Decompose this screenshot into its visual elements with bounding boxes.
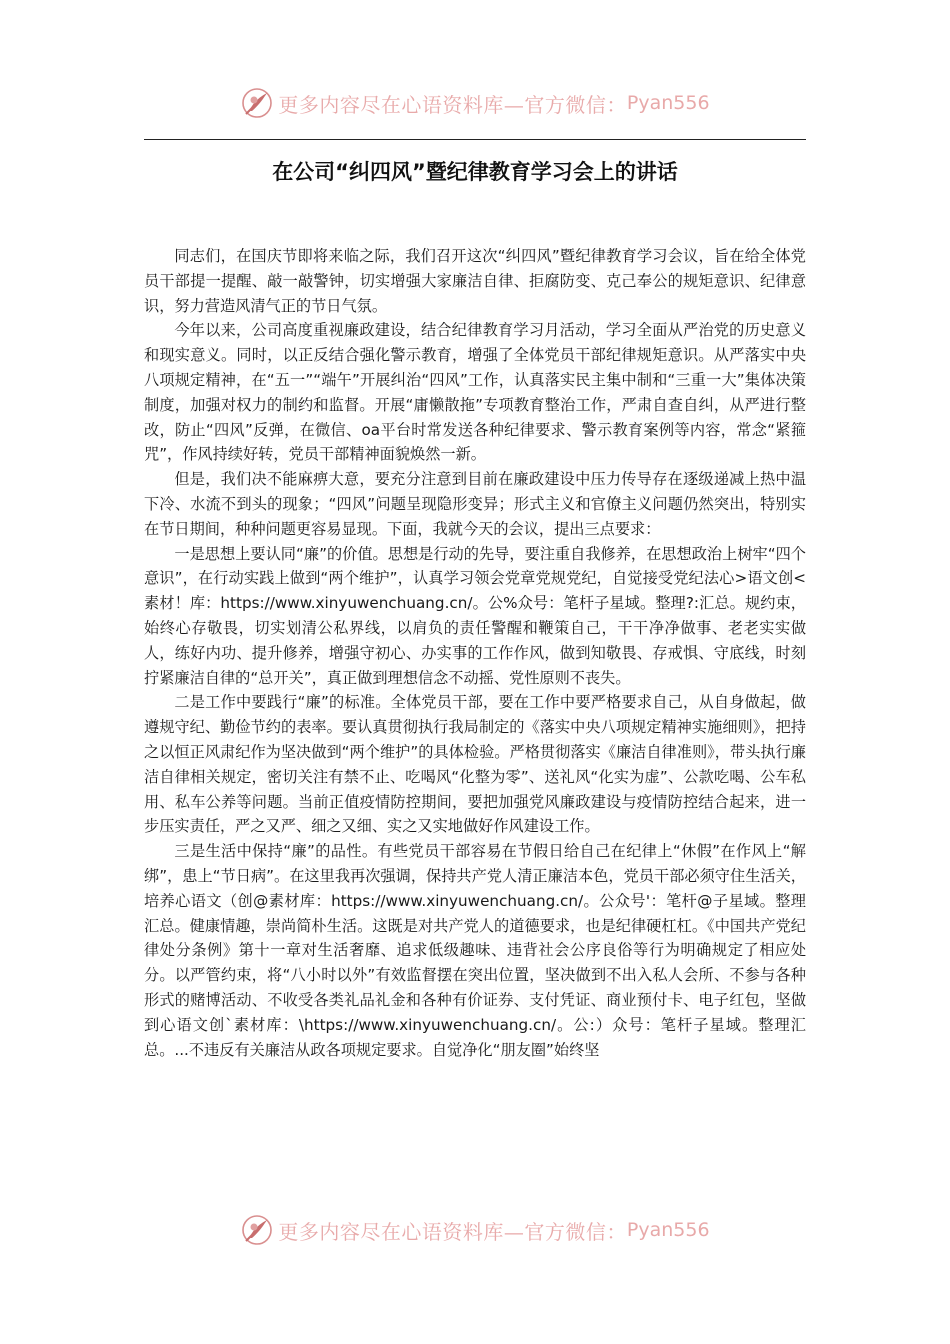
- wechat-id: Pyan556: [626, 92, 710, 114]
- rose-quill-icon: [240, 1213, 274, 1247]
- rose-quill-icon: [240, 86, 274, 120]
- paragraph: 三是生活中保持“廉”的品性。有些党员干部容易在节假日给自己在纪律上“休假”在作风上“解绑”，患上“节日病”。在这里我再次强调，保持共产党人清正廉洁本色，党员干部必须守住生活关，培养心语文（创@素材库：https://www.xinyuwenchuang.cn/。公众号'：笔杆@子星域。整理汇总。健康情趣，崇尚简朴生活。这既是对共产党人的道德要求，也是纪律硬杠杠。《中国共产党纪律处分条例》第十一章对生活奢靡、追求低级趣味、违背社会公序良俗等行为明确规定了相应处分。以严管约束，将“八小时以外”有效监督摆在突出位置，坚决做到不出入私人会所、不参与各种形式的赌博活动、不收受各类礼品礼金和各种有价证券、支付凭证、商业预付卡、电子红包，坚做到心语文创`素材库：\https://www.xinyuwenchuang.cn/。公:）众号：笔杆子星域。整理汇总。...不违反有关廉洁从政各项规定要求。自觉净化“朋友圈”始终坚: [144, 842, 806, 1059]
- paragraph: 同志们，在国庆节即将来临之际，我们召开这次“纠四风”暨纪律教育学习会议，旨在给全体党员干部提一提醒、敲一敲警钟，切实增强大家廉洁自律、拒腐防变、克己奉公的规矩意识、纪律意识，努力营造风清气正的节日气氛。: [144, 247, 806, 315]
- wechat-id: Pyan556: [626, 1219, 710, 1241]
- document-body: [144, 244, 806, 1062]
- paragraph: 但是，我们决不能麻痹大意，要充分注意到目前在廉政建设中压力传导存在逐级递减上热中温下冷、水流不到头的现象；“四风”问题呈现隐形变异；形式主义和官僚主义问题仍然突出，特别实在节日期间，种种问题更容易显现。下面，我就今天的会议，提出三点要求：: [144, 470, 806, 538]
- footer-banner: [0, 1210, 950, 1250]
- header-banner: [0, 83, 950, 123]
- banner-text: 更多内容尽在心语资料库—官方微信：: [278, 1219, 627, 1244]
- header-divider: [144, 139, 806, 140]
- paragraph: 二是工作中要践行“廉”的标准。全体党员干部，要在工作中要严格要求自己，从自身做起，做遵规守纪、勤俭节约的表率。要认真贯彻执行我局制定的《落实中央八项规定精神实施细则》，把持之以恒正风肃纪作为坚决做到“两个维护”的具体检验。严格贯彻落实《廉洁自律准则》，带头执行廉洁自律相关规定，密切关注有禁不止、吃喝风“化整为零”、送礼风“化实为虚”、公款吃喝、公车私用、私车公养等问题。当前正值疫情防控期间，要把加强党风廉政建设与疫情防控结合起来，进一步压实责任，严之又严、细之又细、实之又实地做好作风建设工作。: [144, 693, 806, 836]
- paragraph: 今年以来，公司高度重视廉政建设，结合纪律教育学习月活动，学习全面从严治党的历史意义和现实意义。同时，以正反结合强化警示教育，增强了全体党员干部纪律规矩意识。从严落实中央八项规定精神，在“五一”“端午”开展纠治“四风”工作，认真落实民主集中制和“三重一大”集体决策制度，加强对权力的制约和监督。开展“庸懒散拖”专项教育整治工作，严肃自查自纠，从严进行整改，防止“四风”反弹，在微信、oa平台时常发送各种纪律要求、警示教育案例等内容，常念“紧箍咒”，作风持续好转，党员干部精神面貌焕然一新。: [144, 321, 807, 464]
- paragraph: 一是思想上要认同“廉”的价值。思想是行动的先导，要注重自我修养，在思想政治上树牢“四个意识”，在行动实践上做到“两个维护”，认真学习领会党章党规党纪，自觉接受党纪法心>语文创<素材！库：https://www.xinyuwenchuang.cn/。公%众号：笔杆子星域。整理?:汇总。规约束，始终心存敬畏，切实划清公私界线，以肩负的责任警醒和鞭策自己，干干净净做事、老老实实做人，练好内功、提升修养，增强守初心、办实事的工作作风，做到知敬畏、存戒惧、守底线，时刻拧紧廉洁自律的“总开关”，真正做到理想信念不动摇、党性原则不丧失。: [144, 544, 806, 687]
- banner-text: 更多内容尽在心语资料库—官方微信：: [278, 92, 627, 117]
- document-title: 在公司“纠四风”暨纪律教育学习会上的讲话: [272, 160, 678, 184]
